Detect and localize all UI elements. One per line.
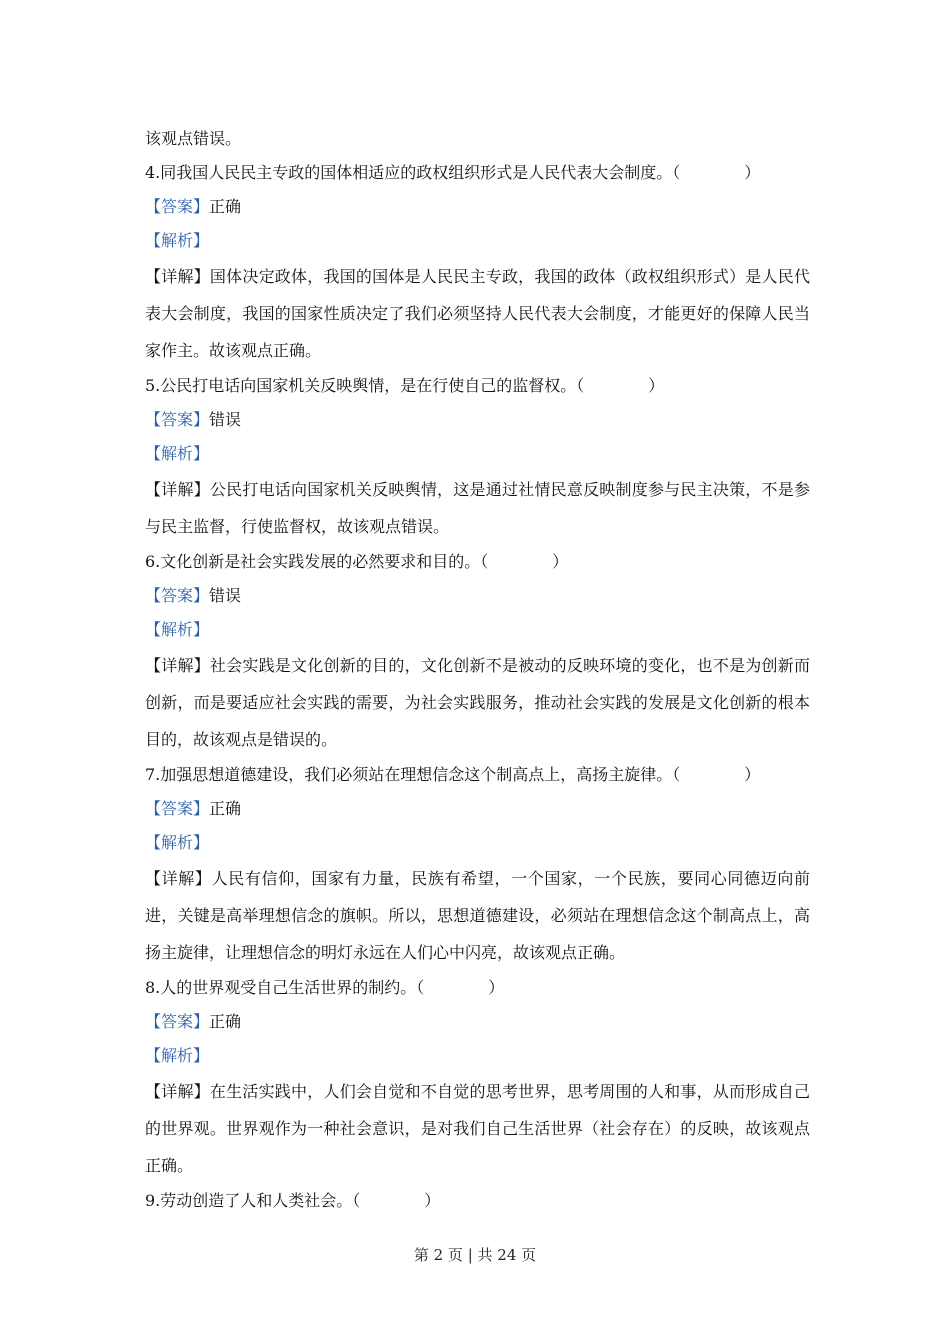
detail-tag: 【详解】 <box>145 869 212 888</box>
answer-value: 正确 <box>209 799 242 818</box>
question-block <box>145 758 810 971</box>
answer-value: 正确 <box>209 1012 242 1031</box>
answer-line <box>145 403 810 437</box>
analysis-tag: 【解析】 <box>145 620 210 639</box>
analysis-tag: 【解析】 <box>145 833 210 852</box>
question-block <box>145 156 810 369</box>
analysis-line <box>145 1039 810 1073</box>
question-stem: 7.加强思想道德建设，我们必须站在理想信念这个制高点上，高扬主旋律。（ ） <box>145 765 761 784</box>
answer-value: 错误 <box>209 586 242 605</box>
detail-text: 国体决定政体，我国的国体是人民民主专政，我国的政体（政权组织形式）是人民代表大会制度，我国的国家性质决定了我们必须坚持人民代表大会制度，才能更好的保障人民当家作主。故该观点正确。 <box>145 267 810 360</box>
detail-paragraph <box>145 1073 810 1184</box>
detail-text: 公民打电话向国家机关反映舆情，这是通过社情民意反映制度参与民主决策，不是参与民主监督，行使监督权，故该观点错误。 <box>145 480 810 536</box>
answer-tag: 【答案】 <box>145 799 210 818</box>
analysis-line <box>145 613 810 647</box>
detail-tag: 【详解】 <box>145 656 210 675</box>
detail-paragraph <box>145 647 810 758</box>
detail-tag: 【详解】 <box>145 267 210 286</box>
question-block <box>145 369 810 545</box>
detail-paragraph <box>145 471 810 545</box>
answer-tag: 【答案】 <box>145 586 210 605</box>
page-footer: 第 2 页 | 共 24 页 <box>413 1246 537 1264</box>
detail-paragraph <box>145 860 810 971</box>
answer-value: 正确 <box>209 197 242 216</box>
analysis-tag: 【解析】 <box>145 1046 210 1065</box>
question-stem: 5.公民打电话向国家机关反映舆情，是在行使自己的监督权。（ ） <box>145 376 665 395</box>
analysis-tag: 【解析】 <box>145 231 210 250</box>
answer-line <box>145 792 810 826</box>
answer-line <box>145 190 810 224</box>
answer-line <box>145 579 810 613</box>
detail-paragraph <box>145 258 810 369</box>
answer-tag: 【答案】 <box>145 1012 210 1031</box>
detail-text: 在生活实践中，人们会自觉和不自觉的思考世界，思考周围的人和事，从而形成自己的世界观。世界观作为一种社会意识，是对我们自己生活世界（社会存在）的反映，故该观点正确。 <box>145 1082 810 1175</box>
analysis-line <box>145 224 810 258</box>
analysis-line <box>145 437 810 471</box>
detail-tag: 【详解】 <box>145 1082 210 1101</box>
detail-tag: 【详解】 <box>145 480 210 499</box>
question-stem: 6.文化创新是社会实践发展的必然要求和目的。（ ） <box>145 552 569 571</box>
question-stem: 9.劳动创造了人和人类社会。（ ） <box>145 1191 441 1210</box>
analysis-tag: 【解析】 <box>145 444 210 463</box>
detail-text: 社会实践是文化创新的目的，文化创新不是被动的反映环境的变化，也不是为创新而创新，而是要适应社会实践的需要，为社会实践服务，推动社会实践的发展是文化创新的根本目的，故该观点是错误的。 <box>145 656 810 749</box>
document-body <box>145 122 810 1218</box>
analysis-line <box>145 826 810 860</box>
question-stem: 4.同我国人民民主专政的国体相适应的政权组织形式是人民代表大会制度。（ ） <box>145 163 761 182</box>
answer-line <box>145 1005 810 1039</box>
answer-tag: 【答案】 <box>145 197 210 216</box>
detail-text: 人民有信仰，国家有力量，民族有希望，一个国家，一个民族，要同心同德迈向前进，关键是高举理想信念的旗帜。所以，思想道德建设，必须站在理想信念这个制高点上，高扬主旋律，让理想信念的明灯永远在人们心中闪亮，故该观点正确。 <box>145 869 810 962</box>
answer-value: 错误 <box>209 410 242 429</box>
answer-tag: 【答案】 <box>145 410 210 429</box>
question-stem: 8.人的世界观受自己生活世界的制约。（ ） <box>145 978 505 997</box>
question-block <box>145 545 810 758</box>
lead-line: 该观点错误。 <box>145 129 242 148</box>
question-block <box>145 971 810 1184</box>
